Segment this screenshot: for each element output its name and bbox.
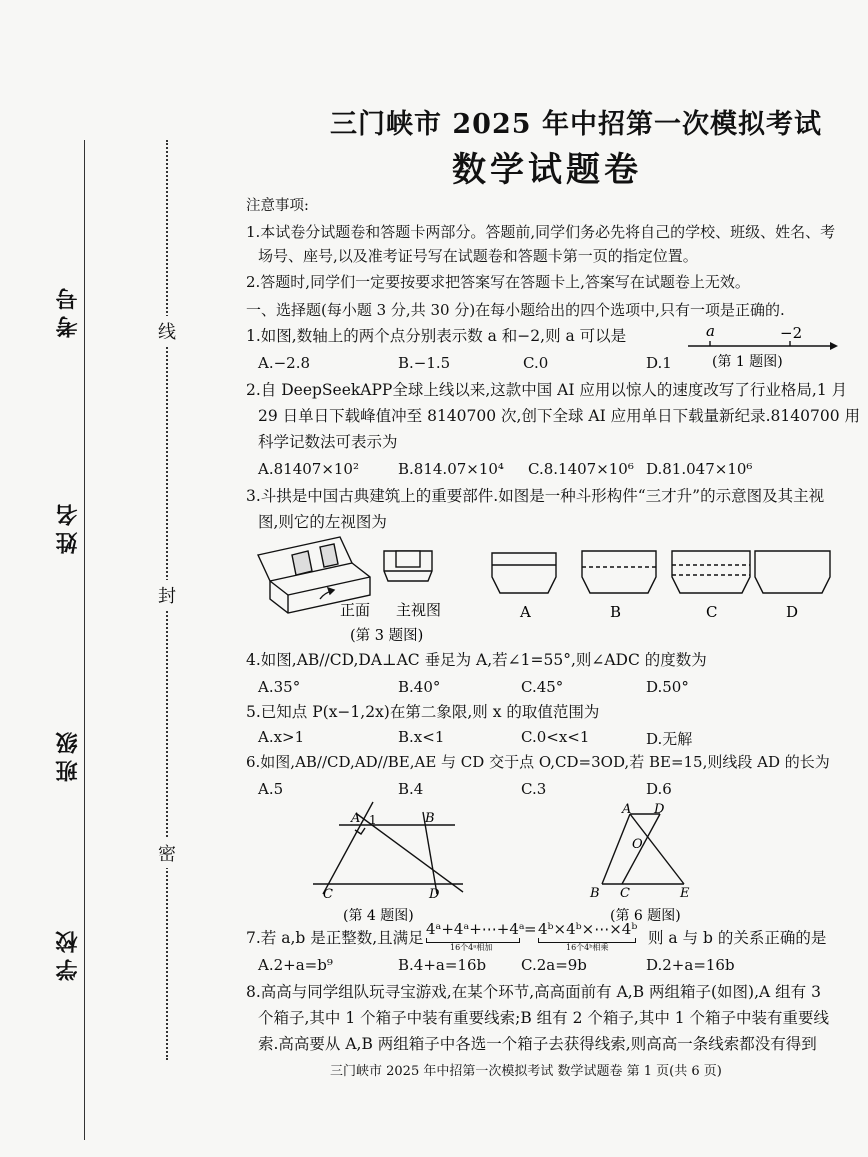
q2-line1: 2.自 DeepSeekAPP全球上线以来,这款中国 AI 应用以惊人的速度改写了行业格局,1 月 xyxy=(246,381,848,399)
q3-label-d: D xyxy=(786,603,799,621)
q1-option-a: A.−2.8 xyxy=(258,354,311,372)
q6-option-b: B.4 xyxy=(398,780,424,798)
q8-line2: 个箱子,其中 1 个箱子中装有重要线索;B 组有 2 个箱子,其中 1 个箱子中装有重要线 xyxy=(258,1009,830,1027)
q3-front-label: 正面 xyxy=(340,601,371,619)
q8-line1: 8.高高与同学组队玩寻宝游戏,在某个环节,高高面前有 A,B 两组箱子(如图),A 组有 3 xyxy=(246,983,821,1001)
exam-number-label: 考号 xyxy=(55,282,81,338)
section1-heading: 一、选择题(每小题 3 分,共 30 分)在每小题给出的四个选项中,只有一项是正确的. xyxy=(246,301,785,319)
q2-line2: 29 日单日下载峰值冲至 8140700 次,创下全球 AI 应用单日下载量新纪录.8140700 用 xyxy=(258,407,861,425)
q7-option-a: A.2+a=b⁹ xyxy=(258,956,333,974)
q5-option-d: D.无解 xyxy=(646,730,693,748)
q7-prefix: 7.若 a,b 是正整数,且满足 xyxy=(246,929,424,947)
q3-option-b-figure xyxy=(582,551,656,593)
fig6-label-a: A xyxy=(622,802,632,817)
school-label: 学校 xyxy=(55,925,81,981)
q3-label-b: B xyxy=(610,603,622,621)
fig4-label-a: A xyxy=(351,811,361,826)
q7-equation xyxy=(420,920,640,956)
exam-title: 三门峡市 2025 年中招第一次模拟考试 xyxy=(330,109,822,140)
q4-text: 4.如图,AB//CD,DA⊥AC 垂足为 A,若∠1=55°,则∠ADC 的度数为 xyxy=(246,651,707,669)
q2-line3: 科学记数法可表示为 xyxy=(258,433,398,451)
q1-number-line-figure xyxy=(680,320,840,376)
q6-option-c: C.3 xyxy=(521,780,547,798)
q4-option-d: D.50° xyxy=(646,678,689,696)
fig4-label-1: 1 xyxy=(369,813,377,827)
q4-option-b: B.40° xyxy=(398,678,441,696)
q2-option-b: B.814.07×10⁴ xyxy=(398,460,504,478)
fig6-label-o: O xyxy=(632,837,643,852)
q6-option-a: A.5 xyxy=(258,780,284,798)
q3-line2: 图,则它的左视图为 xyxy=(258,513,387,531)
q5-option-b: B.x<1 xyxy=(398,728,445,746)
q2-option-a: A.81407×10² xyxy=(258,460,359,478)
q1-text: 1.如图,数轴上的两个点分别表示数 a 和−2,则 a 可以是 xyxy=(246,327,627,345)
q3-main-view-label: 主视图 xyxy=(396,601,442,619)
q2-option-d: D.81.047×10⁶ xyxy=(646,460,753,478)
fig4-label-c: C xyxy=(323,887,333,902)
q7-left-expr: 4ᵃ+4ᵃ+⋯+4ᵃ xyxy=(426,920,525,938)
fig6-label-e: E xyxy=(680,886,690,901)
q7-option-d: D.2+a=16b xyxy=(646,956,735,974)
fig4-label-d: D xyxy=(429,887,440,902)
q3-option-d-figure xyxy=(755,551,830,593)
q3-caption: (第 3 题图) xyxy=(350,628,424,644)
binding-line xyxy=(84,140,85,1140)
q4-figure xyxy=(305,800,475,925)
q5-option-c: C.0<x<1 xyxy=(521,728,590,746)
q1-fig-minus2: −2 xyxy=(780,324,803,342)
fig6-caption: (第 6 题图) xyxy=(610,908,681,924)
fig6-label-c: C xyxy=(620,886,630,901)
fig6-label-b: B xyxy=(590,886,600,901)
fig6-label-d: D xyxy=(654,802,665,817)
fig4-label-b: B xyxy=(425,811,435,826)
q3-option-a-figure xyxy=(492,553,556,593)
q4-option-a: A.35° xyxy=(258,678,301,696)
q3-option-c-figure xyxy=(672,551,750,593)
seal-feng-char: 封 xyxy=(158,580,176,610)
q1-fig-a: a xyxy=(706,322,715,340)
q1-option-b: B.−1.5 xyxy=(398,354,451,372)
q3-label-a: A xyxy=(520,603,531,621)
q7-suffix: 则 a 与 b 的关系正确的是 xyxy=(648,929,827,947)
q3-line1: 3.斗拱是中国古典建筑上的重要部件.如图是一种斗形构件“三才升”的示意图及其主视 xyxy=(246,487,825,505)
q7-left-note: 16个4ᵃ相加 xyxy=(450,943,493,952)
q7-right-note: 16个4ᵇ相乘 xyxy=(566,943,609,952)
q6-text: 6.如图,AB//CD,AD//BE,AE 与 CD 交于点 O,CD=3OD,若 BE=15,则线段 AD 的长为 xyxy=(246,753,830,771)
q4-option-c: C.45° xyxy=(521,678,564,696)
q6-figure xyxy=(580,800,710,925)
notice-item2: 2.答题时,同学们一定要按要求把答案写在答题卡上,答案写在试题卷上无效。 xyxy=(246,273,750,291)
notice-heading: 注意事项: xyxy=(246,198,309,214)
q7-option-c: C.2a=9b xyxy=(521,956,587,974)
q7-right-expr: 4ᵇ×4ᵇ×⋯×4ᵇ xyxy=(538,920,638,938)
class-label: 班级 xyxy=(55,726,81,782)
q2-option-c: C.8.1407×10⁶ xyxy=(528,460,634,478)
q1-option-d: D.1 xyxy=(646,354,672,372)
q3-figures xyxy=(250,535,850,650)
q7-equals: = xyxy=(524,920,537,938)
q8-line3: 索.高高要从 A,B 两组箱子中各选一个箱子去获得线索,则高高一条线索都没有得到 xyxy=(258,1035,817,1053)
fig4-caption: (第 4 题图) xyxy=(343,908,414,924)
q3-main-view xyxy=(384,551,432,581)
notice-item1-line2: 场号、座号,以及准考证号写在试题卷和答题卡第一页的指定位置。 xyxy=(258,247,698,265)
q6-option-d: D.6 xyxy=(646,780,672,798)
q3-label-c: C xyxy=(706,603,718,621)
q1-option-c: C.0 xyxy=(523,354,549,372)
seal-mi-char: 密 xyxy=(158,838,176,868)
q1-caption: (第 1 题图) xyxy=(712,354,783,370)
page-footer: 三门峡市 2025 年中招第一次模拟考试 数学试题卷 第 1 页(共 6 页) xyxy=(330,1064,722,1079)
q5-option-a: A.x>1 xyxy=(258,728,305,746)
q7-option-b: B.4+a=16b xyxy=(398,956,487,974)
notice-item1-line1: 1.本试卷分试题卷和答题卡两部分。答题前,同学们务必先将自己的学校、班级、姓名、考 xyxy=(246,223,836,241)
q5-text: 5.已知点 P(x−1,2x)在第二象限,则 x 的取值范围为 xyxy=(246,703,600,721)
paper-title: 数学试题卷 xyxy=(452,150,642,190)
name-label: 姓名 xyxy=(55,498,81,554)
seal-line-char: 线 xyxy=(158,316,176,346)
